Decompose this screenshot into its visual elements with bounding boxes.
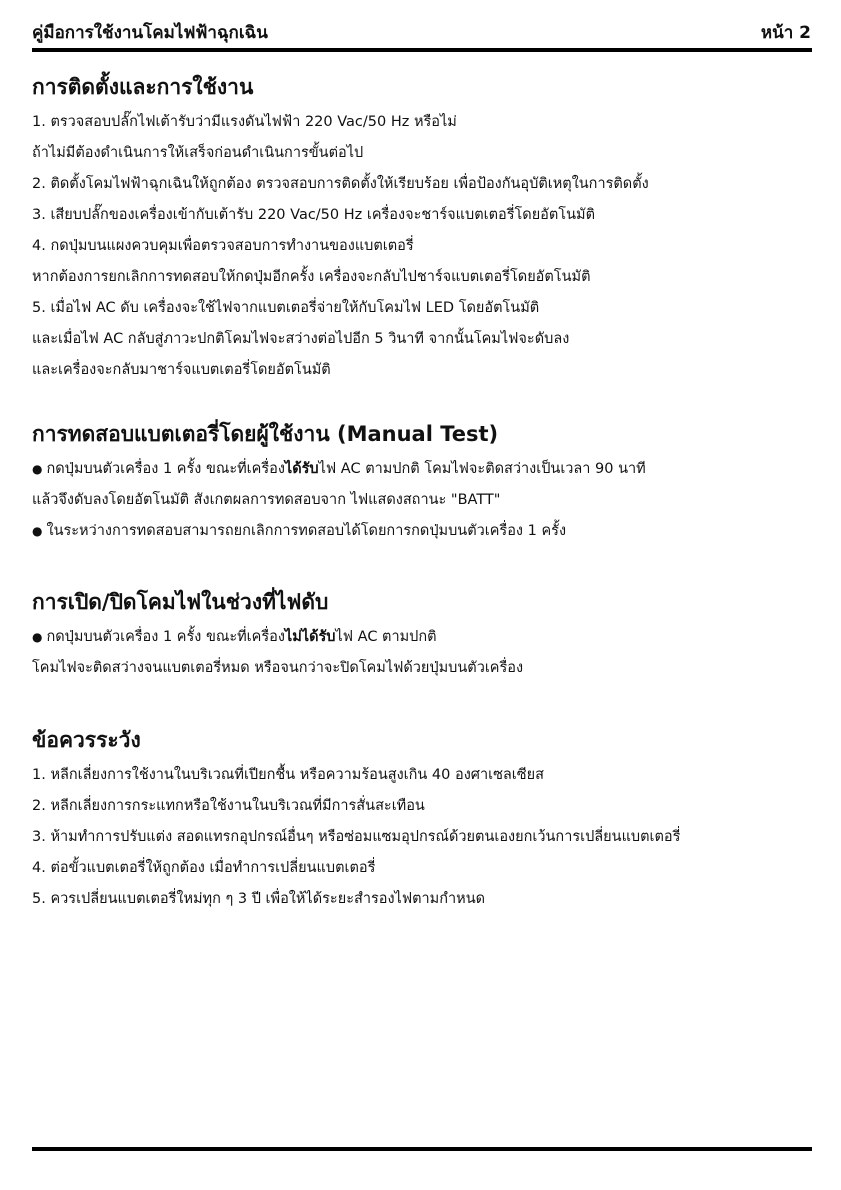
installation-line: ถ้าไม่มีต้องดำเนินการให้เสร็จก่อนดำเนินการขั้นต่อไป [32, 145, 364, 161]
header-rule [32, 48, 812, 52]
installation-line: และเครื่องจะกลับมาชาร์จแบตเตอรี่โดยอัตโนมัติ [32, 362, 331, 378]
installation-line: หากต้องการยกเลิกการทดสอบให้กดปุ่มอีกครั้ง เครื่องจะกลับไปชาร์จแบตเตอรี่โดยอัตโนมัติ [32, 269, 591, 285]
outage-bullet-1 [32, 622, 812, 653]
caution-line: 3. ห้ามทำการปรับแต่ง สอดแทรกอุปกรณ์อื่นๆ หรือซ่อมแซมอุปกรณ์ด้วยตนเองยกเว้นการเปลี่ยนแบตเตอรี่ [32, 829, 681, 845]
caution-line: 2. หลีกเลี่ยงการกระแทกหรือใช้งานในบริเวณที่มีการสั่นสะเทือน [32, 798, 425, 814]
cautions-heading: ข้อควรระวัง [32, 728, 141, 752]
bullet-text: กดปุ่มบนตัวเครื่อง 1 ครั้ง ขณะที่เครื่อง [46, 629, 285, 645]
installation-line: 5. เมื่อไฟ AC ดับ เครื่องจะใช้ไฟจากแบตเตอรี่จ่ายให้กับโคมไฟ LED โดยอัตโนมัติ [32, 300, 540, 316]
bullet-icon: ● [32, 630, 43, 644]
installation-line: และเมื่อไฟ AC กลับสู่ภาวะปกติโคมไฟจะสว่างต่อไปอีก 5 วินาที จากนั้นโคมไฟจะดับลง [32, 331, 570, 347]
installation-line: 4. กดปุ่มบนแผงควบคุมเพื่อตรวจสอบการทำงานของแบตเตอรี่ [32, 238, 414, 254]
outage-continuation: โคมไฟจะติดสว่างจนแบตเตอรี่หมด หรือจนกว่าจะปิดโคมไฟด้วยปุ่มบนตัวเครื่อง [32, 660, 524, 676]
bullet-icon: ● [32, 524, 43, 538]
bullet-emphasis: ไม่ได้รับ [284, 629, 336, 645]
manual-test-heading: การทดสอบแบตเตอรี่โดยผู้ใช้งาน (Manual Test) [32, 422, 499, 446]
cautions-section [32, 726, 812, 915]
caution-line: 4. ต่อขั้วแบตเตอรี่ให้ถูกต้อง เมื่อทำการเปลี่ยนแบตเตอรี่ [32, 860, 376, 876]
caution-line: 1. หลีกเลี่ยงการใช้งานในบริเวณที่เปียกชื้น หรือความร้อนสูงเกิน 40 องศาเซลเซียส [32, 767, 544, 783]
page-number: หน้า 2 [760, 22, 811, 43]
manual-test-bullet-1 [32, 454, 812, 485]
installation-line: 3. เสียบปลั๊กของเครื่องเข้ากับเต้ารับ 220 Vac/50 Hz เครื่องจะชาร์จแบตเตอรี่โดยอัตโนมัติ [32, 207, 595, 223]
manual-test-bullet-2 [32, 516, 812, 547]
caution-line: 5. ควรเปลี่ยนแบตเตอรี่ใหม่ทุก ๆ 3 ปี เพื่อให้ได้ระยะสำรองไฟตามกำหนด [32, 891, 486, 907]
installation-section [32, 73, 812, 386]
bullet-text: ไฟ AC ตามปกติ [335, 629, 437, 645]
installation-line: 1. ตรวจสอบปลั๊กไฟเต้ารับว่ามีแรงดันไฟฟ้า 220 Vac/50 Hz หรือไม่ [32, 114, 457, 130]
installation-line: 2. ติดตั้งโคมไฟฟ้าฉุกเฉินให้ถูกต้อง ตรวจสอบการติดตั้งให้เรียบร้อย เพื่อป้องกันอุบัติเหตุในการติดตั้ง [32, 176, 649, 192]
bullet-emphasis: ได้รับ [284, 461, 319, 477]
bullet-icon: ● [32, 462, 43, 476]
footer-rule [32, 1147, 812, 1151]
page-header [32, 18, 811, 46]
outage-heading: การเปิด/ปิดโคมไฟในช่วงที่ไฟดับ [32, 590, 329, 614]
document-title: คู่มือการใช้งานโคมไฟฟ้าฉุกเฉิน [32, 22, 268, 43]
manual-test-continuation: แล้วจึงดับลงโดยอัตโนมัติ สังเกตผลการทดสอบจาก ไฟแสดงสถานะ "BATT" [32, 492, 501, 508]
bullet-text: ไฟ AC ตามปกติ โคมไฟจะติดสว่างเป็นเวลา 90 นาที [318, 461, 646, 477]
manual-test-section [32, 420, 812, 547]
bullet-text: ในระหว่างการทดสอบสามารถยกเลิกการทดสอบได้โดยการกดปุ่มบนตัวเครื่อง 1 ครั้ง [46, 523, 567, 539]
installation-heading: การติดตั้งและการใช้งาน [32, 75, 254, 99]
bullet-text: กดปุ่มบนตัวเครื่อง 1 ครั้ง ขณะที่เครื่อง [46, 461, 285, 477]
outage-section [32, 588, 812, 684]
